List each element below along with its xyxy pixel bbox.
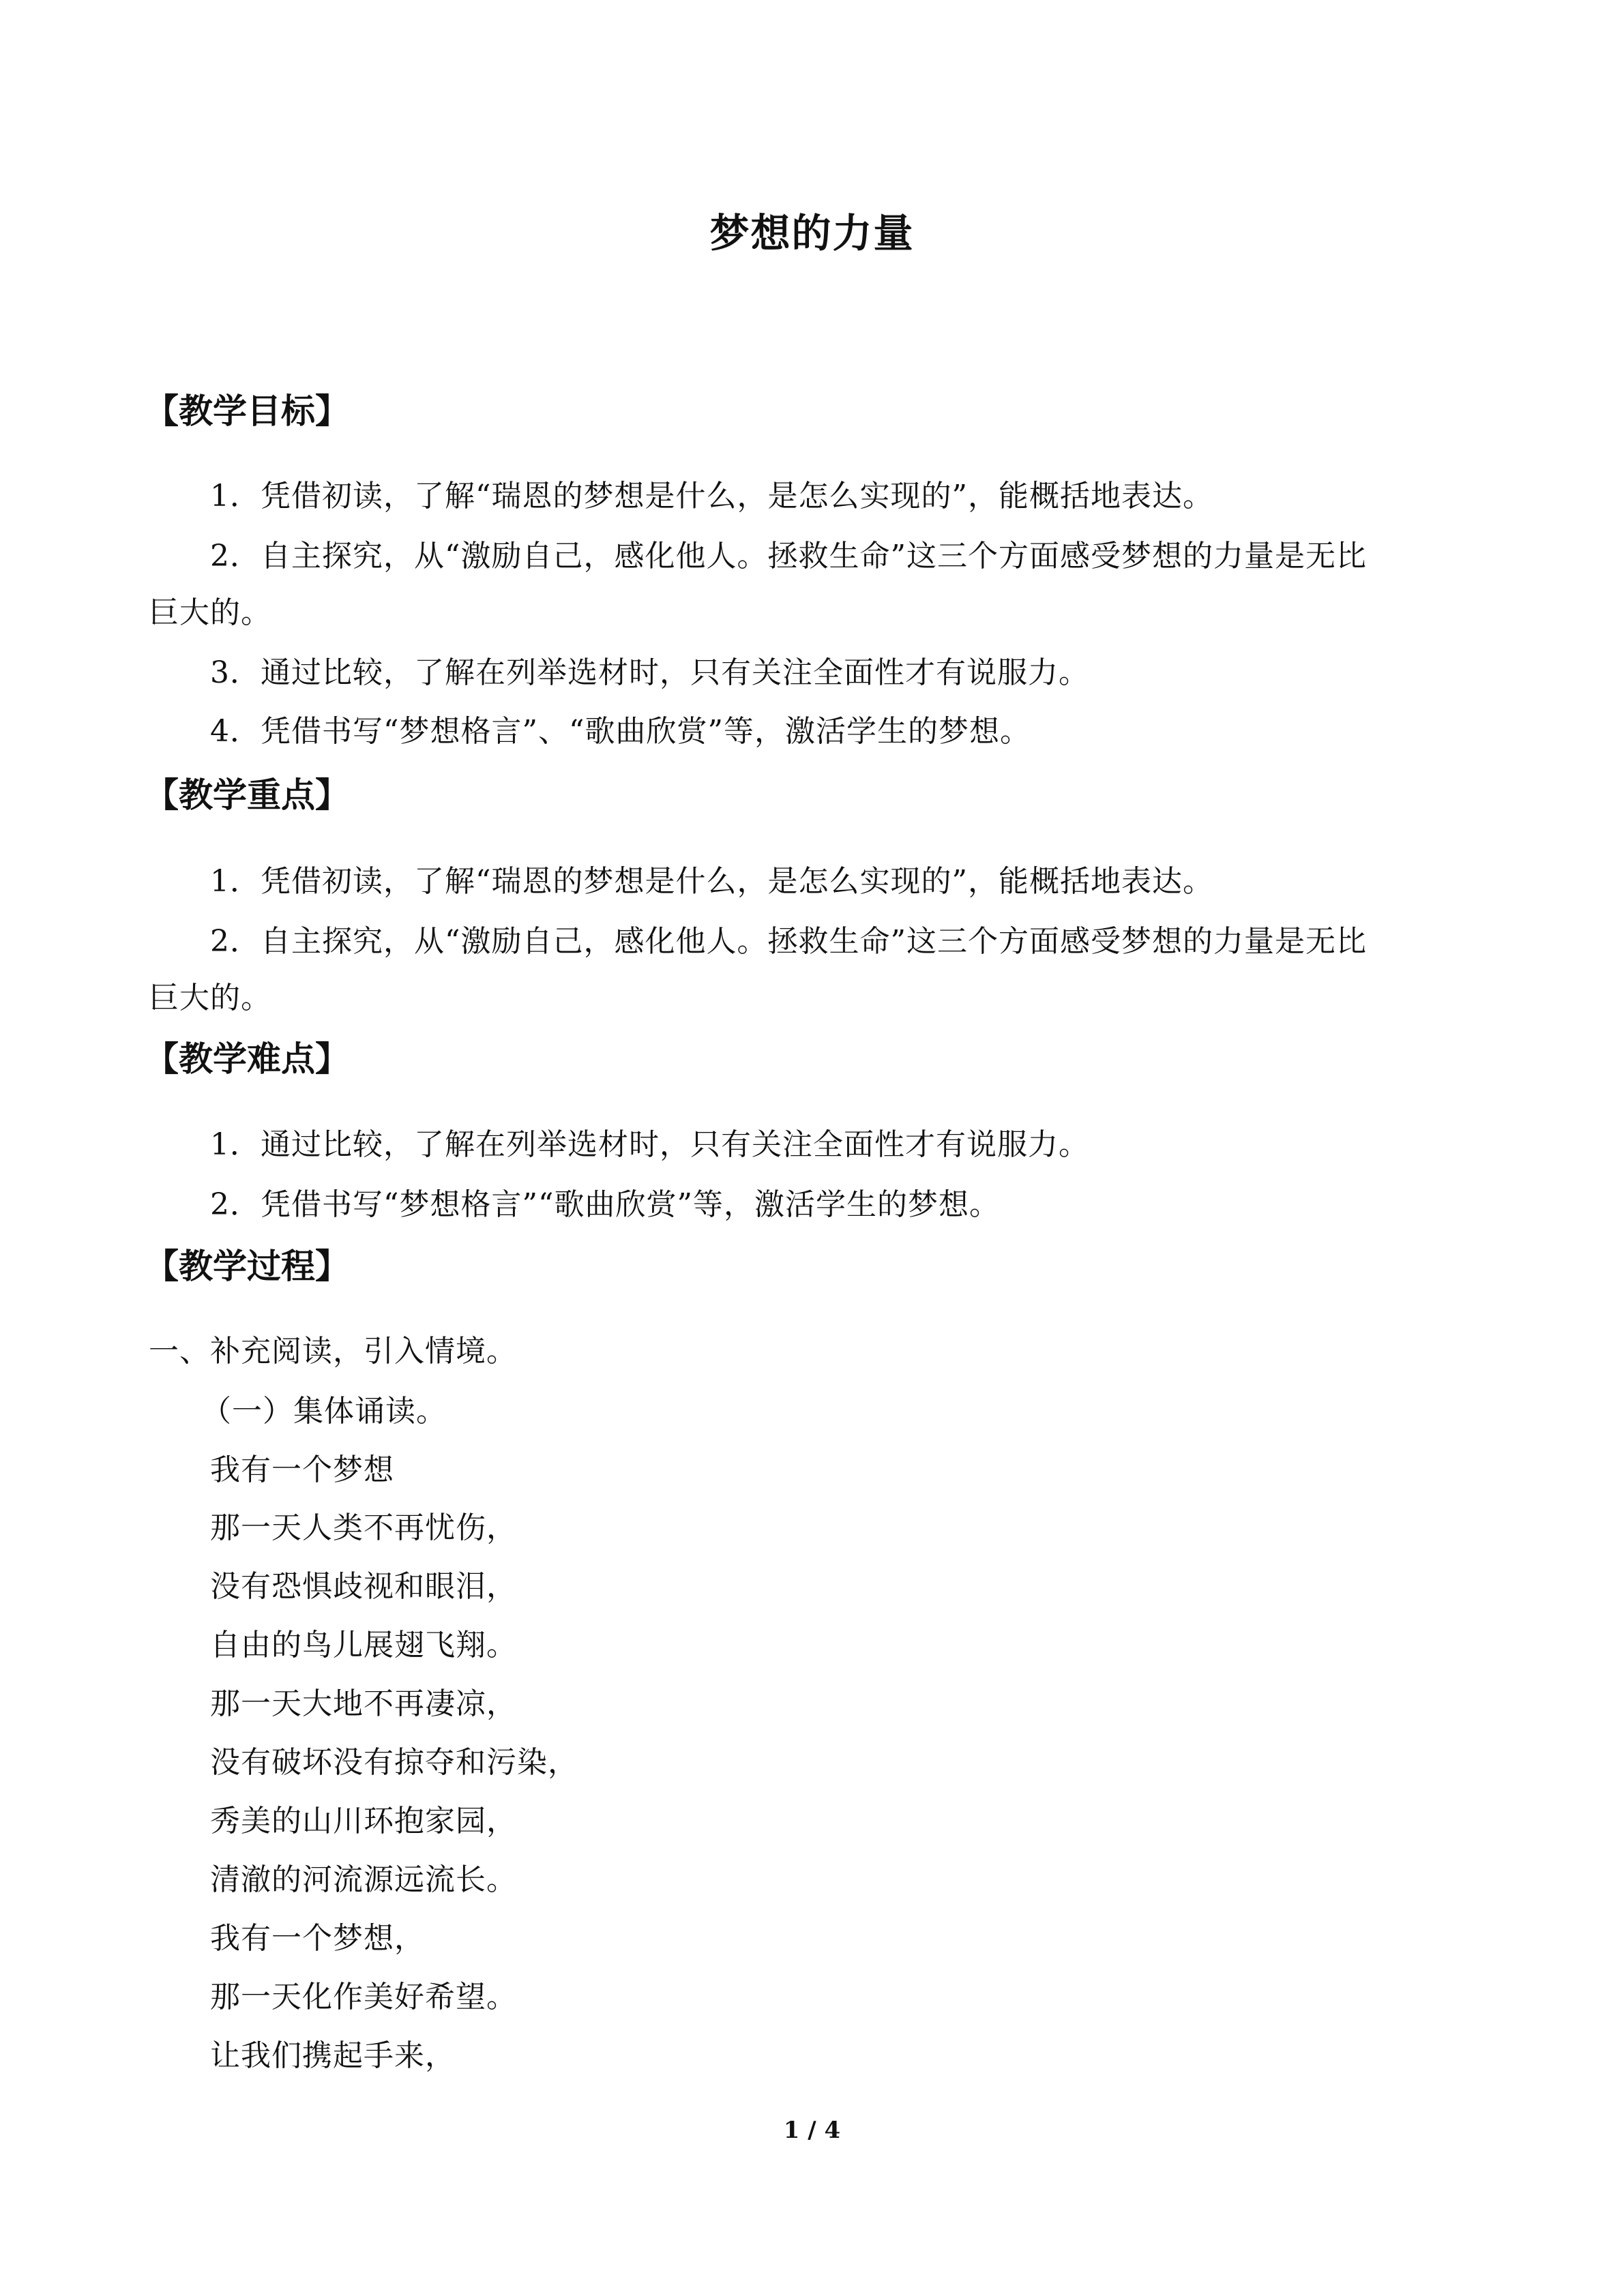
heading-difficulties: 【教学难点】 — [145, 1039, 349, 1079]
poem-line: 那一天化作美好希望。 — [210, 1980, 517, 2014]
heading-key-points: 【教学重点】 — [145, 775, 349, 815]
poem-line: 让我们携起手来， — [210, 2038, 456, 2073]
objective-item-4: 4．凭借书写“梦想格言”、“歌曲欣赏”等，激活学生的梦想。 — [210, 714, 1031, 749]
key-point-item-2: 2．自主探究，从“激励自己，感化他人。拯救生命”这三个方面感受梦想的力量是无比 — [210, 924, 1367, 959]
page-title: 梦想的力量 — [709, 210, 915, 256]
poem-line: 没有破坏没有掠夺和污染， — [210, 1745, 578, 1780]
objective-item-2: 2．自主探究，从“激励自己，感化他人。拯救生命”这三个方面感受梦想的力量是无比 — [210, 539, 1367, 573]
poem-line: 没有恐惧歧视和眼泪， — [210, 1569, 517, 1604]
objective-item-3: 3．通过比较，了解在列举选材时，只有关注全面性才有说服力。 — [210, 655, 1089, 690]
process-step-1: 一、补充阅读，引入情境。 — [149, 1334, 517, 1369]
poem-line: 我有一个梦想， — [210, 1921, 425, 1956]
key-point-item-1: 1．凭借初读，了解“瑞恩的梦想是什么，是怎么实现的”，能概括地表达。 — [210, 864, 1213, 899]
objective-item-2-cont: 巨大的。 — [149, 595, 271, 630]
heading-objectives: 【教学目标】 — [145, 391, 349, 431]
objective-item-1: 1．凭借初读，了解“瑞恩的梦想是什么，是怎么实现的”，能概括地表达。 — [210, 479, 1213, 513]
poem-line: 那一天人类不再忧伤， — [210, 1510, 517, 1545]
poem-line: 清澈的河流源远流长。 — [210, 1862, 517, 1897]
page-number: 1 / 4 — [783, 2117, 841, 2144]
difficulty-item-1: 1．通过比较，了解在列举选材时，只有关注全面性才有说服力。 — [210, 1127, 1089, 1162]
poem-line: 自由的鸟儿展翅飞翔。 — [210, 1628, 517, 1663]
poem-line: 那一天大地不再凄凉， — [210, 1686, 517, 1721]
difficulty-item-2: 2．凭借书写“梦想格言”“歌曲欣赏”等，激活学生的梦想。 — [210, 1187, 1000, 1222]
heading-process: 【教学过程】 — [145, 1247, 349, 1286]
poem-line: 秀美的山川环抱家园， — [210, 1804, 517, 1838]
process-substep-1: （一）集体诵读。 — [201, 1394, 447, 1429]
poem-line: 我有一个梦想 — [210, 1452, 394, 1487]
key-point-item-2-cont: 巨大的。 — [149, 981, 271, 1015]
